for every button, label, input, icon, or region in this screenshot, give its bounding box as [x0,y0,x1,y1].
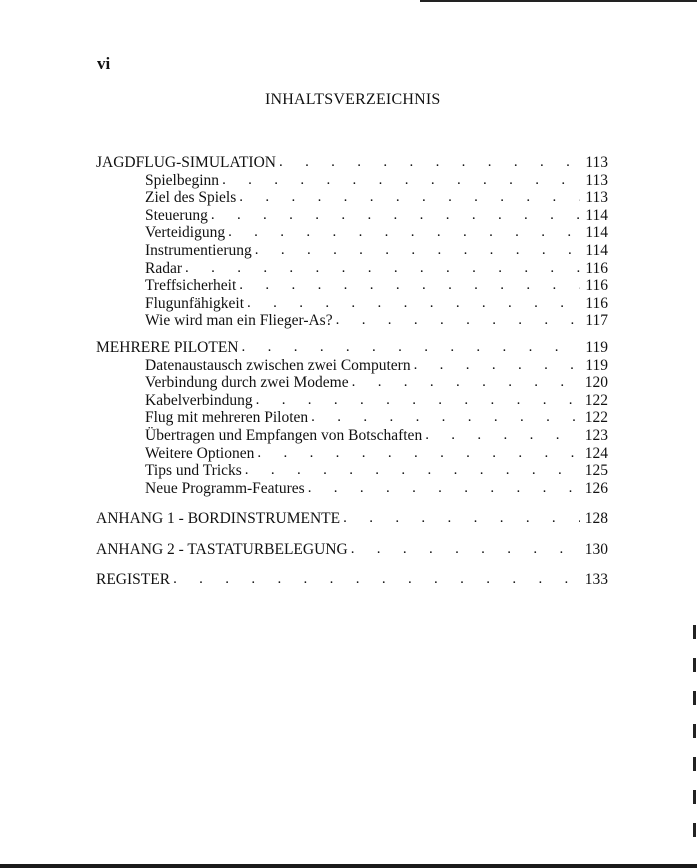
entry-title: Weitere Optionen [145,444,255,462]
dot-leader [348,541,580,559]
toc-section-heading[interactable] [96,510,608,528]
page-ref: 128 [584,510,608,528]
entry-title: Steuerung [145,206,208,224]
page-number: vi [97,54,111,73]
dot-leader [308,409,580,427]
dot-leader [219,172,580,190]
dot-leader [208,207,580,225]
entry-title: Ziel des Spiels [145,189,237,207]
toc-entry[interactable] [96,374,608,392]
entry-title: Spielbeginn [145,171,220,189]
dot-leader [349,374,580,392]
dot-leader [170,571,580,589]
dot-leader [333,312,580,330]
toc-section-jagdflug [96,154,608,330]
toc-entry[interactable] [96,172,608,190]
top-edge-rule [420,0,697,2]
page-ref: 130 [584,540,608,558]
toc-entry[interactable] [96,392,608,410]
toc-entry[interactable] [96,462,608,480]
entry-title: Verteidigung [145,224,226,242]
section-title: ANHANG 1 - BORDINSTRUMENTE [96,510,341,528]
page-ref: 125 [584,462,608,480]
dot-leader [236,277,580,295]
page-ref: 123 [584,426,608,444]
dot-leader [276,154,580,172]
dot-leader [182,260,580,278]
entry-title: Instrumentierung [145,241,252,259]
page-ref: 116 [585,294,608,312]
page-ref: 124 [584,444,608,462]
dot-leader [239,339,580,357]
bottom-edge-rule [0,864,697,868]
entry-title: Übertragen und Empfangen von Botschaften [145,426,423,444]
dot-leader [422,427,580,445]
toc-section-register [96,571,608,589]
dot-leader [305,480,580,498]
table-of-contents [96,154,608,598]
dot-leader [242,462,580,480]
entry-title: Tips und Tricks [145,462,242,480]
toc-section-heading[interactable] [96,339,608,357]
page-ref: 122 [584,409,608,427]
entry-title: Kabelverbindung [145,391,253,409]
page-ref: 126 [584,479,608,497]
section-title: MEHRERE PILOTEN [96,338,239,356]
page-ref: 113 [585,154,608,171]
toc-entry[interactable] [96,224,608,242]
toc-entry[interactable] [96,312,608,330]
toc-entry[interactable] [96,207,608,225]
entry-title: Neue Programm-Features [145,479,305,497]
toc-entry[interactable] [96,189,608,207]
toc-entry[interactable] [96,409,608,427]
page-ref: 119 [585,338,608,356]
dot-leader [340,510,580,528]
entry-title: Verbindung durch zwei Modeme [145,374,349,392]
toc-section-heading[interactable] [96,541,608,559]
toc-section-heading[interactable] [96,571,608,589]
dot-leader [411,357,580,375]
page-ref: 117 [585,312,608,330]
dot-leader [254,445,580,463]
entry-title: Flugunfähigkeit [145,294,245,312]
page-ref: 113 [585,171,608,189]
dot-leader [253,392,580,410]
toc-entry[interactable] [96,445,608,463]
page-ref: 120 [584,374,608,392]
dot-leader [244,295,580,313]
page-ref: 114 [585,224,608,242]
section-title: ANHANG 2 - TASTATURBELEGUNG [96,540,348,558]
toc-section-mehrere-piloten [96,339,608,497]
page-ref: 114 [585,241,608,259]
dot-leader [236,189,580,207]
page-ref: 116 [585,259,608,277]
page-ref: 114 [585,206,608,224]
entry-title: Treffsicherheit [145,277,237,295]
toc-entry[interactable] [96,277,608,295]
section-title: REGISTER [96,571,171,589]
entry-title: Datenaustausch zwischen zwei Computern [145,356,411,374]
scan-edge-marks [693,625,697,856]
section-title: JAGDFLUG-SIMULATION [96,154,276,171]
entry-title: Flug mit mehreren Piloten [145,409,309,427]
toc-entry[interactable] [96,242,608,260]
toc-entry[interactable] [96,295,608,313]
toc-section-anhang-2 [96,541,608,559]
toc-entry[interactable] [96,480,608,498]
dot-leader [225,224,580,242]
toc-section-heading[interactable] [96,154,608,172]
toc-entry[interactable] [96,357,608,375]
toc-entry[interactable] [96,260,608,278]
entry-title: Wie wird man ein Flieger-As? [145,312,333,330]
page-ref: 119 [585,356,608,374]
page-ref: 122 [584,391,608,409]
page-ref: 113 [585,189,608,207]
dot-leader [252,242,580,260]
toc-heading: INHALTSVERZEICHNIS [265,91,441,108]
page-ref: 133 [584,571,608,589]
entry-title: Radar [145,259,183,277]
page-ref: 116 [585,277,608,295]
toc-section-anhang-1 [96,510,608,528]
toc-entry[interactable] [96,427,608,445]
